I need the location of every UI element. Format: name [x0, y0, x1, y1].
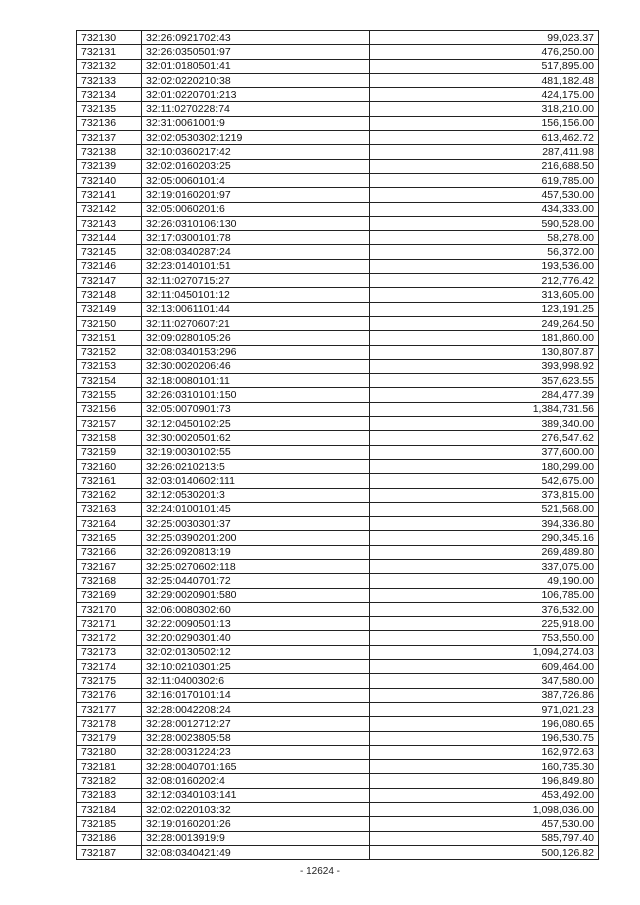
amount-cell: 1,094,274.03: [370, 645, 599, 659]
amount-cell: 56,372.00: [370, 245, 599, 259]
amount-cell: 193,536.00: [370, 259, 599, 273]
cadastral-number-cell: 32:25:0270602:118: [142, 559, 370, 573]
row-id-cell: 732140: [77, 173, 142, 187]
row-id-cell: 732156: [77, 402, 142, 416]
cadastral-number-cell: 32:08:0160202:4: [142, 774, 370, 788]
row-id-cell: 732150: [77, 316, 142, 330]
amount-cell: 196,849.80: [370, 774, 599, 788]
cadastral-number-cell: 32:26:0210213:5: [142, 459, 370, 473]
row-id-cell: 732160: [77, 459, 142, 473]
table-row: [77, 245, 599, 259]
amount-cell: 290,345.16: [370, 531, 599, 545]
cadastral-number-cell: 32:02:0220103:32: [142, 803, 370, 817]
table-row: [77, 688, 599, 702]
table-row: [77, 731, 599, 745]
cadastral-number-cell: 32:05:0060101:4: [142, 173, 370, 187]
cadastral-number-cell: 32:22:0090501:13: [142, 617, 370, 631]
amount-cell: 393,998.92: [370, 359, 599, 373]
row-id-cell: 732181: [77, 760, 142, 774]
cadastral-number-cell: 32:26:0920813:19: [142, 545, 370, 559]
row-id-cell: 732187: [77, 845, 142, 859]
table-row: [77, 31, 599, 45]
cadastral-number-cell: 32:28:0023805:58: [142, 731, 370, 745]
amount-cell: 613,462.72: [370, 131, 599, 145]
cadastral-number-cell: 32:02:0530302:1219: [142, 131, 370, 145]
table-row: [77, 645, 599, 659]
table-row: [77, 73, 599, 87]
cadastral-number-cell: 32:28:0042208:24: [142, 702, 370, 716]
amount-cell: 276,547.62: [370, 431, 599, 445]
cadastral-number-cell: 32:20:0290301:40: [142, 631, 370, 645]
cadastral-number-cell: 32:01:0220701:213: [142, 88, 370, 102]
amount-cell: 99,023.37: [370, 31, 599, 45]
table-row: [77, 316, 599, 330]
table-row: [77, 445, 599, 459]
row-id-cell: 732173: [77, 645, 142, 659]
row-id-cell: 732132: [77, 59, 142, 73]
table-row: [77, 545, 599, 559]
row-id-cell: 732161: [77, 474, 142, 488]
table-row: [77, 259, 599, 273]
cadastral-number-cell: 32:30:0020206:46: [142, 359, 370, 373]
cadastral-number-cell: 32:12:0450102:25: [142, 417, 370, 431]
table-row: [77, 745, 599, 759]
amount-cell: 1,384,731.56: [370, 402, 599, 416]
cadastral-number-cell: 32:08:0340421:49: [142, 845, 370, 859]
row-id-cell: 732147: [77, 274, 142, 288]
row-id-cell: 732141: [77, 188, 142, 202]
row-id-cell: 732164: [77, 517, 142, 531]
amount-cell: 434,333.00: [370, 202, 599, 216]
table-row: [77, 131, 599, 145]
table-row: [77, 517, 599, 531]
row-id-cell: 732170: [77, 602, 142, 616]
table-row: [77, 602, 599, 616]
row-id-cell: 732179: [77, 731, 142, 745]
cadastral-number-cell: 32:26:0310101:150: [142, 388, 370, 402]
amount-cell: 590,528.00: [370, 216, 599, 230]
row-id-cell: 732130: [77, 31, 142, 45]
amount-cell: 521,568.00: [370, 502, 599, 516]
amount-cell: 619,785.00: [370, 173, 599, 187]
table-row: [77, 831, 599, 845]
amount-cell: 376,532.00: [370, 602, 599, 616]
table-row: [77, 159, 599, 173]
table-row: [77, 531, 599, 545]
amount-cell: 106,785.00: [370, 588, 599, 602]
cadastral-number-cell: 32:25:0390201:200: [142, 531, 370, 545]
table-row: [77, 817, 599, 831]
cadastral-number-cell: 32:28:0013919:9: [142, 831, 370, 845]
table-row: [77, 331, 599, 345]
cadastral-number-cell: 32:30:0020501:62: [142, 431, 370, 445]
amount-cell: 373,815.00: [370, 488, 599, 502]
row-id-cell: 732134: [77, 88, 142, 102]
amount-cell: 481,182.48: [370, 73, 599, 87]
amount-cell: 181,860.00: [370, 331, 599, 345]
amount-cell: 49,190.00: [370, 574, 599, 588]
amount-cell: 318,210.00: [370, 102, 599, 116]
cadastral-number-cell: 32:17:0300101:78: [142, 231, 370, 245]
table-row: [77, 660, 599, 674]
row-id-cell: 732157: [77, 417, 142, 431]
amount-cell: 156,156.00: [370, 116, 599, 130]
cadastral-number-cell: 32:16:0170101:14: [142, 688, 370, 702]
table-row: [77, 788, 599, 802]
row-id-cell: 732144: [77, 231, 142, 245]
table-row: [77, 774, 599, 788]
amount-cell: 347,580.00: [370, 674, 599, 688]
cadastral-number-cell: 32:19:0030102:55: [142, 445, 370, 459]
table-row: [77, 288, 599, 302]
row-id-cell: 732183: [77, 788, 142, 802]
amount-cell: 500,126.82: [370, 845, 599, 859]
amount-cell: 196,080.65: [370, 717, 599, 731]
cadastral-number-cell: 32:18:0080101:11: [142, 374, 370, 388]
cadastral-number-cell: 32:01:0180501:41: [142, 59, 370, 73]
amount-cell: 542,675.00: [370, 474, 599, 488]
row-id-cell: 732137: [77, 131, 142, 145]
amount-cell: 123,191.25: [370, 302, 599, 316]
row-id-cell: 732148: [77, 288, 142, 302]
row-id-cell: 732176: [77, 688, 142, 702]
cadastral-number-cell: 32:11:0270715:27: [142, 274, 370, 288]
table-row: [77, 231, 599, 245]
amount-cell: 287,411.98: [370, 145, 599, 159]
cadastral-number-cell: 32:11:0270228:74: [142, 102, 370, 116]
amount-cell: 249,264.50: [370, 316, 599, 330]
table-row: [77, 717, 599, 731]
cadastral-number-cell: 32:11:0400302:6: [142, 674, 370, 688]
amount-cell: 387,726.86: [370, 688, 599, 702]
table-row: [77, 145, 599, 159]
row-id-cell: 732145: [77, 245, 142, 259]
table-row: [77, 188, 599, 202]
amount-cell: 753,550.00: [370, 631, 599, 645]
table-row: [77, 216, 599, 230]
table-row: [77, 431, 599, 445]
row-id-cell: 732166: [77, 545, 142, 559]
cadastral-number-cell: 32:10:0360217:42: [142, 145, 370, 159]
row-id-cell: 732153: [77, 359, 142, 373]
cadastral-number-cell: 32:28:0031224:23: [142, 745, 370, 759]
row-id-cell: 732186: [77, 831, 142, 845]
cadastral-number-cell: 32:25:0440701:72: [142, 574, 370, 588]
table-row: [77, 88, 599, 102]
table-row: [77, 59, 599, 73]
row-id-cell: 732162: [77, 488, 142, 502]
cadastral-number-cell: 32:13:0061101:44: [142, 302, 370, 316]
row-id-cell: 732169: [77, 588, 142, 602]
amount-cell: 162,972.63: [370, 745, 599, 759]
amount-cell: 130,807.87: [370, 345, 599, 359]
table-row: [77, 388, 599, 402]
cadastral-number-cell: 32:26:0350501:97: [142, 45, 370, 59]
row-id-cell: 732163: [77, 502, 142, 516]
amount-cell: 394,336.80: [370, 517, 599, 531]
cadastral-number-cell: 32:19:0160201:97: [142, 188, 370, 202]
amount-cell: 180,299.00: [370, 459, 599, 473]
table-row: [77, 202, 599, 216]
cadastral-number-cell: 32:25:0030301:37: [142, 517, 370, 531]
amount-cell: 453,492.00: [370, 788, 599, 802]
cadastral-number-cell: 32:10:0210301:25: [142, 660, 370, 674]
amount-cell: 585,797.40: [370, 831, 599, 845]
table-row: [77, 674, 599, 688]
cadastral-number-cell: 32:08:0340287:24: [142, 245, 370, 259]
cadastral-number-cell: 32:29:0020901:580: [142, 588, 370, 602]
cadastral-number-cell: 32:12:0340103:141: [142, 788, 370, 802]
amount-cell: 216,688.50: [370, 159, 599, 173]
amount-cell: 476,250.00: [370, 45, 599, 59]
table-row: [77, 173, 599, 187]
table-row: [77, 116, 599, 130]
cadastral-number-cell: 32:12:0530201:3: [142, 488, 370, 502]
cadastral-number-cell: 32:31:0061001:9: [142, 116, 370, 130]
row-id-cell: 732159: [77, 445, 142, 459]
table-row: [77, 845, 599, 859]
table-row: [77, 45, 599, 59]
table-row: [77, 359, 599, 373]
cadastral-number-cell: 32:28:0012712:27: [142, 717, 370, 731]
row-id-cell: 732167: [77, 559, 142, 573]
row-id-cell: 732155: [77, 388, 142, 402]
row-id-cell: 732136: [77, 116, 142, 130]
table-body: [77, 31, 599, 860]
row-id-cell: 732151: [77, 331, 142, 345]
row-id-cell: 732177: [77, 702, 142, 716]
row-id-cell: 732180: [77, 745, 142, 759]
table-row: [77, 631, 599, 645]
cadastral-number-cell: 32:05:0070901:73: [142, 402, 370, 416]
amount-cell: 212,776.42: [370, 274, 599, 288]
cadastral-number-cell: 32:23:0140101:51: [142, 259, 370, 273]
amount-cell: 389,340.00: [370, 417, 599, 431]
row-id-cell: 732133: [77, 73, 142, 87]
amount-cell: 269,489.80: [370, 545, 599, 559]
table-row: [77, 345, 599, 359]
row-id-cell: 732143: [77, 216, 142, 230]
row-id-cell: 732146: [77, 259, 142, 273]
row-id-cell: 732139: [77, 159, 142, 173]
amount-cell: 377,600.00: [370, 445, 599, 459]
amount-cell: 1,098,036.00: [370, 803, 599, 817]
amount-cell: 357,623.55: [370, 374, 599, 388]
row-id-cell: 732135: [77, 102, 142, 116]
row-id-cell: 732174: [77, 660, 142, 674]
amount-cell: 457,530.00: [370, 188, 599, 202]
table-row: [77, 274, 599, 288]
table-row: [77, 417, 599, 431]
amount-cell: 971,021.23: [370, 702, 599, 716]
row-id-cell: 732152: [77, 345, 142, 359]
row-id-cell: 732149: [77, 302, 142, 316]
table-row: [77, 459, 599, 473]
cadastral-number-cell: 32:24:0100101:45: [142, 502, 370, 516]
table-row: [77, 402, 599, 416]
table-row: [77, 474, 599, 488]
page-number: - 12624 -: [299, 866, 341, 877]
amount-cell: 284,477.39: [370, 388, 599, 402]
cadastral-number-cell: 32:03:0140602:111: [142, 474, 370, 488]
table-row: [77, 502, 599, 516]
row-id-cell: 732185: [77, 817, 142, 831]
row-id-cell: 732131: [77, 45, 142, 59]
amount-cell: 58,278.00: [370, 231, 599, 245]
row-id-cell: 732182: [77, 774, 142, 788]
table-row: [77, 760, 599, 774]
cadastral-number-cell: 32:19:0160201:26: [142, 817, 370, 831]
table-row: [77, 302, 599, 316]
row-id-cell: 732171: [77, 617, 142, 631]
cadastral-number-cell: 32:26:0310106:130: [142, 216, 370, 230]
table-row: [77, 102, 599, 116]
table-row: [77, 488, 599, 502]
table-row: [77, 574, 599, 588]
amount-cell: 424,175.00: [370, 88, 599, 102]
cadastral-number-cell: 32:02:0130502:12: [142, 645, 370, 659]
amount-cell: 337,075.00: [370, 559, 599, 573]
table-row: [77, 559, 599, 573]
amount-cell: 196,530.75: [370, 731, 599, 745]
row-id-cell: 732142: [77, 202, 142, 216]
data-table: [76, 30, 599, 860]
cadastral-number-cell: 32:28:0040701:165: [142, 760, 370, 774]
amount-cell: 517,895.00: [370, 59, 599, 73]
table-row: [77, 588, 599, 602]
table-row: [77, 803, 599, 817]
cadastral-number-cell: 32:11:0270607:21: [142, 316, 370, 330]
row-id-cell: 732158: [77, 431, 142, 445]
table-row: [77, 702, 599, 716]
cadastral-number-cell: 32:08:0340153:296: [142, 345, 370, 359]
row-id-cell: 732138: [77, 145, 142, 159]
amount-cell: 313,605.00: [370, 288, 599, 302]
row-id-cell: 732168: [77, 574, 142, 588]
cadastral-number-cell: 32:02:0160203:25: [142, 159, 370, 173]
cadastral-number-cell: 32:05:0060201:6: [142, 202, 370, 216]
amount-cell: 225,918.00: [370, 617, 599, 631]
amount-cell: 457,530.00: [370, 817, 599, 831]
cadastral-number-cell: 32:02:0220210:38: [142, 73, 370, 87]
cadastral-number-cell: 32:26:0921702:43: [142, 31, 370, 45]
table-row: [77, 374, 599, 388]
table-row: [77, 617, 599, 631]
amount-cell: 609,464.00: [370, 660, 599, 674]
cadastral-number-cell: 32:11:0450101:12: [142, 288, 370, 302]
amount-cell: 160,735.30: [370, 760, 599, 774]
cadastral-number-cell: 32:06:0080302:60: [142, 602, 370, 616]
row-id-cell: 732178: [77, 717, 142, 731]
row-id-cell: 732165: [77, 531, 142, 545]
row-id-cell: 732154: [77, 374, 142, 388]
row-id-cell: 732172: [77, 631, 142, 645]
row-id-cell: 732184: [77, 803, 142, 817]
row-id-cell: 732175: [77, 674, 142, 688]
cadastral-number-cell: 32:09:0280105:26: [142, 331, 370, 345]
